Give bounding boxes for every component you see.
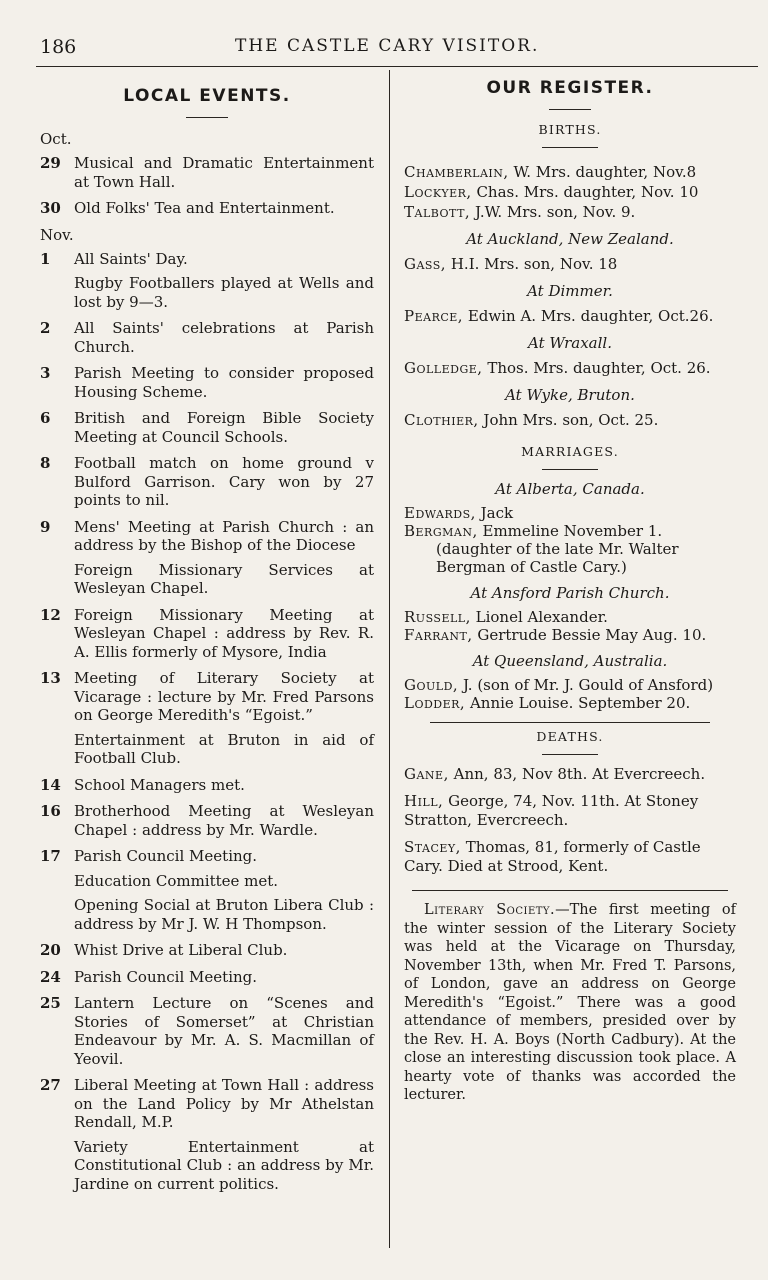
section-rule <box>542 469 598 470</box>
section-rule <box>412 890 728 891</box>
event-day: 6 <box>40 409 51 427</box>
event-item <box>40 669 374 725</box>
event-text: School Managers met. <box>74 775 245 794</box>
month-label-nov: Nov. <box>40 225 74 244</box>
event-item <box>40 454 374 510</box>
event-item <box>40 606 374 662</box>
event-day: 17 <box>40 847 61 865</box>
death-entry: Hill, George, 74, Nov. 11th. At Stoney Stratton, Evercreech. <box>404 792 699 829</box>
event-item <box>40 518 374 555</box>
marriage-entry: Russell, Lionel Alexander. Farrant, Gertrude Bessie May Aug. 10. <box>404 608 707 644</box>
local-events-heading: LOCAL EVENTS. <box>123 86 291 106</box>
event-text: All Saints' celebrations at Parish Church. <box>74 319 374 356</box>
place-heading: At Alberta, Canada. <box>495 480 645 498</box>
event-text: Football match on home ground v Bulford Garrison. Cary won by 27 points to nil. <box>74 454 374 509</box>
marriages-heading: MARRIAGES. <box>521 444 619 459</box>
place-heading: At Dimmer. <box>527 282 613 300</box>
event-item <box>40 847 374 866</box>
event-text: Brotherhood Meeting at Wesleyan Chapel : address by Mr. Wardle. <box>74 802 374 839</box>
death-entry: Stacey, Thomas, 81, formerly of Castle Cary. Died at Strood, Kent. <box>404 838 701 875</box>
event-text: Entertainment at Bruton in aid of Football Club. <box>74 730 374 767</box>
death-entry: Gane, Ann, 83, Nov 8th. At Evercreech. <box>404 765 706 783</box>
event-day <box>40 274 74 311</box>
event-item <box>40 409 374 446</box>
event-item <box>40 776 374 795</box>
publication-title: THE CASTLE CARY VISITOR. <box>235 36 540 56</box>
event-text: Opening Social at Bruton Libera Club : address by Mr J. W. H Thompson. <box>74 896 374 933</box>
event-item <box>40 1076 374 1132</box>
place-heading: At Auckland, New Zealand. <box>466 230 674 248</box>
event-item <box>40 364 374 401</box>
section-rule <box>542 754 598 755</box>
event-text: Lantern Lecture on “Scenes and Stories of Somerset” at Christian Endeavour by Mr. A. S. Macmillan of Yeovil. <box>74 994 374 1068</box>
event-text: Old Folks' Tea and Entertainment. <box>74 199 335 217</box>
header-rule <box>36 66 758 67</box>
event-day: 13 <box>40 669 61 687</box>
birth-entry: Gass, H.I. Mrs. son, Nov. 18 <box>404 255 618 273</box>
event-item <box>40 250 374 269</box>
register-heading: OUR REGISTER. <box>486 78 654 98</box>
event-item <box>40 872 374 891</box>
section-rule <box>542 147 598 148</box>
event-item <box>40 1138 374 1194</box>
event-day: 30 <box>40 199 61 217</box>
event-text: British and Foreign Bible Society Meeting at Council Schools. <box>74 409 374 446</box>
event-text: Parish Council Meeting. <box>74 847 258 865</box>
column-divider <box>389 70 390 1248</box>
event-item <box>40 896 374 933</box>
event-day: 16 <box>40 802 61 820</box>
event-day: 3 <box>40 364 51 382</box>
event-day <box>40 896 74 933</box>
event-day: 24 <box>40 967 61 986</box>
event-text: Mens' Meeting at Parish Church : an address by the Bishop of the Diocese <box>74 517 374 554</box>
event-text: Meeting of Literary Society at Vicarage : lecture by Mr. Fred Parsons on George Meredith's “Egoist.” <box>74 669 374 724</box>
event-day <box>40 872 74 891</box>
event-item <box>40 561 374 598</box>
event-day <box>40 561 74 598</box>
event-item <box>40 941 374 960</box>
event-day <box>40 731 74 768</box>
event-day: 8 <box>40 454 51 472</box>
event-text: Education Committee met. <box>74 871 279 890</box>
event-day: 27 <box>40 1076 61 1094</box>
place-heading: At Queensland, Australia. <box>472 652 668 670</box>
event-text: Musical and Dramatic Entertainment at Town Hall. <box>74 154 374 191</box>
section-rule <box>430 722 710 723</box>
births-block-1 <box>404 162 740 222</box>
event-text: All Saints' Day. <box>74 249 188 268</box>
marriage-entry: Edwards, Jack Bergman, Emmeline November 1. (daughter of the late Mr. Walter Bergman of Castle Cary.) <box>404 504 679 576</box>
literary-society-notice: Literary Society.—The first meeting of the winter session of the Literary Society was held at the Vicarage on Thursday, November 13th, when Mr. Fred T. Parsons, of London, gave an address on George Meredith's “Egoist.” There was a good attendance of members, presided over by the Rev. H. A. Boys (North Cadbury). At the close an interesting discussion took place. A hearty vote of thanks was accorded the lecturer. <box>404 902 736 1103</box>
birth-entry: Pearce, Edwin A. Mrs. daughter, Oct.26. <box>404 307 714 325</box>
event-day: 25 <box>40 994 61 1012</box>
month-label-oct: Oct. <box>40 130 72 148</box>
event-text: Parish Council Meeting. <box>74 967 258 986</box>
heading-rule <box>186 117 228 118</box>
birth-entry: Lockyer, Chas. Mrs. daughter, Nov. 10 <box>404 183 699 201</box>
event-item <box>40 154 374 191</box>
event-text: Parish Meeting to consider proposed Housing Scheme. <box>74 364 374 401</box>
event-day: 29 <box>40 154 61 172</box>
event-day: 1 <box>40 249 51 268</box>
register-column <box>400 78 740 1105</box>
event-text: Foreign Missionary Meeting at Wesleyan Chapel : address by Rev. R. A. Ellis formerly of Mysore, India <box>74 605 374 661</box>
event-day: 14 <box>40 775 61 794</box>
event-text: Liberal Meeting at Town Hall : address on the Land Policy by Mr Athelstan Rendall, M.P. <box>74 1076 374 1131</box>
event-day <box>40 1138 74 1194</box>
event-text: Rugby Footballers played at Wells and lost by 9—3. <box>74 274 374 311</box>
event-item <box>40 802 374 839</box>
birth-entry: Clothier, John Mrs. son, Oct. 25. <box>404 411 659 429</box>
event-text: Whist Drive at Liberal Club. <box>74 941 288 959</box>
deaths-heading: DEATHS. <box>536 729 604 744</box>
event-day: 12 <box>40 605 61 624</box>
event-text: Variety Entertainment at Constitutional Club : an address by Mr. Jardine on current politics. <box>74 1137 374 1193</box>
births-heading: BIRTHS. <box>538 122 602 137</box>
event-item <box>40 199 374 218</box>
event-item <box>40 319 374 356</box>
event-day: 20 <box>40 941 61 959</box>
place-heading: At Ansford Parish Church. <box>470 584 670 602</box>
event-item <box>40 968 374 987</box>
event-item <box>40 994 374 1068</box>
page-number: 186 <box>40 36 77 58</box>
event-day: 2 <box>40 319 51 337</box>
marriage-entry: Gould, J. (son of Mr. J. Gould of Ansford) Lodder, Annie Louise. September 20. <box>404 676 714 712</box>
event-item <box>40 274 374 311</box>
local-events-column <box>40 80 374 1201</box>
heading-rule <box>549 109 591 110</box>
birth-entry: Chamberlain, W. Mrs. daughter, Nov.8 <box>404 163 697 181</box>
place-heading: At Wyke, Bruton. <box>505 386 635 404</box>
birth-entry: Golledge, Thos. Mrs. daughter, Oct. 26. <box>404 359 711 377</box>
event-text: Foreign Missionary Services at Wesleyan Chapel. <box>74 560 374 597</box>
event-day: 9 <box>40 517 51 536</box>
place-heading: At Wraxall. <box>528 334 612 352</box>
event-item <box>40 731 374 768</box>
birth-entry: Talbott, J.W. Mrs. son, Nov. 9. <box>404 203 636 221</box>
